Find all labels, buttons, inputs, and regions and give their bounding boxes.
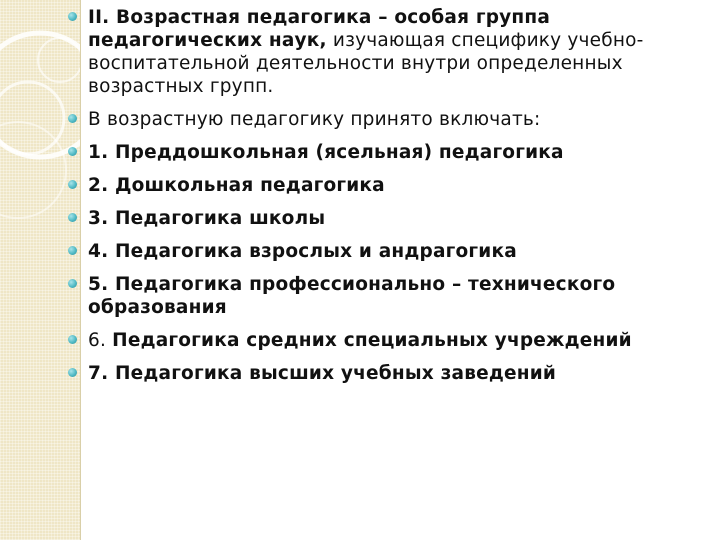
- bullet-dot-icon: [68, 213, 77, 222]
- bullet-dot-icon: [68, 12, 77, 21]
- item-bold-text: 7. Педагогика высших учебных заведений: [88, 363, 557, 384]
- bullet-item-definition: [68, 6, 708, 98]
- item-bold-text: 1. Преддошкольная (ясельная) педагогика: [88, 142, 564, 163]
- item-bold-text: 4. Педагогика взрослых и андрагогика: [88, 241, 517, 262]
- bullet-item-3: [68, 207, 708, 230]
- bullet-dot-icon: [68, 279, 77, 288]
- item-bold-text: 3. Педагогика школы: [88, 208, 326, 229]
- item-text: В возрастную педагогику принято включать:: [88, 109, 541, 130]
- item-text: изучающая специфику учебно-воспитательной деятельности внутри определенных возрастных групп.: [88, 30, 644, 97]
- bullet-item-1: [68, 141, 708, 164]
- bullet-item-6: [68, 329, 708, 352]
- bullet-dot-icon: [68, 180, 77, 189]
- bullet-dot-icon: [68, 246, 77, 255]
- bullet-dot-icon: [68, 335, 77, 344]
- item-bold-text: 2. Дошкольная педагогика: [88, 175, 385, 196]
- bullet-dot-icon: [68, 114, 77, 123]
- bullet-dot-icon: [68, 147, 77, 156]
- bullet-dot-icon: [68, 368, 77, 377]
- bullet-list: [68, 6, 708, 385]
- slide-content: [68, 6, 708, 395]
- item-bold-text: 5. Педагогика профессионально – технического образования: [88, 274, 616, 318]
- item-bold-text: II. Возрастная педагогика – особая группа педагогических наук,: [88, 7, 551, 51]
- bullet-item-4: [68, 240, 708, 263]
- item-bold-text: Педагогика средних специальных учреждений: [112, 330, 632, 351]
- bullet-item-5: [68, 273, 708, 319]
- bullet-item-intro: [68, 108, 708, 131]
- bullet-item-7: [68, 362, 708, 385]
- bullet-item-2: [68, 174, 708, 197]
- item-number: 6.: [88, 330, 113, 351]
